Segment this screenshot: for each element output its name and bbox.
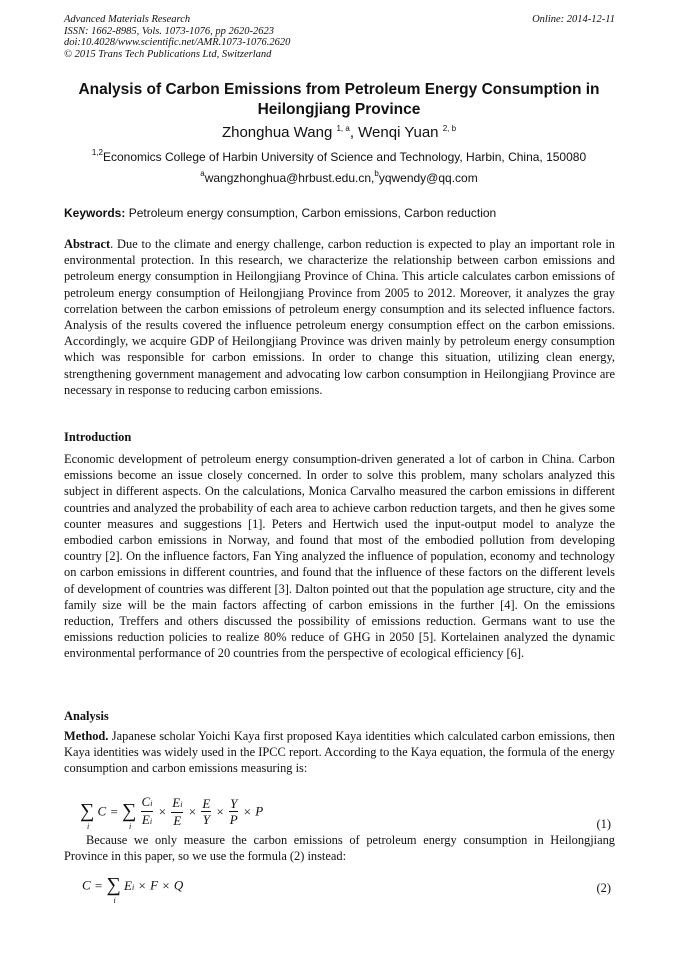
eq1-p: P bbox=[255, 803, 264, 819]
eq2-e: E bbox=[124, 877, 132, 893]
times-symbol: × bbox=[243, 803, 251, 819]
keywords bbox=[64, 206, 615, 220]
eq2-equals: = bbox=[94, 877, 103, 893]
fraction-y-p: $\frac{Y}{P}$ bbox=[229, 796, 238, 827]
analysis-heading: Analysis bbox=[64, 709, 109, 723]
author-1: Zhonghua Wang bbox=[221, 124, 333, 141]
author-line bbox=[40, 124, 638, 141]
journal-header bbox=[64, 14, 615, 60]
abstract-text: . Due to the climate and energy challenge, carbon reduction is expected to play an important role in environmental protection. In this research, we characterize the relationship between carbon emissions and petroleum energy consumption in Heilongjiang Province of China. This article calculates carbon emissions of petroleum energy consumption of Heilongjiang Province from 2005 to 2012. Moreover, it analyzes the gray correlation between the carbon emissions of petroleum energy consumption and its selected influence factors. Analysis of the results covered the influence petroleum energy consumption effect on the carbon emissions. Accordingly, we acquire GDP of Heilongjiang Province was driven mainly by petroleum energy consumption which was responsible for carbon emissions. In order to change this situation, utilizing clean energy, strengthening government management and advocating low carbon consumption in Heilongjiang Province are necessary in response to reducing carbon emissions. bbox=[64, 237, 615, 397]
keywords-text: Petroleum energy consumption, Carbon emissions, Carbon reduction bbox=[125, 206, 497, 220]
eq1-equals: = bbox=[110, 803, 118, 819]
email-b-superscript: b bbox=[374, 169, 379, 178]
times-symbol: × bbox=[162, 877, 170, 893]
method-paragraph bbox=[64, 728, 615, 777]
email-a-superscript: a bbox=[200, 169, 205, 178]
abstract-paragraph bbox=[64, 236, 615, 398]
journal-name: Advanced Materials Research bbox=[64, 14, 191, 25]
eq2-f: F bbox=[150, 877, 159, 893]
email-b: yqwendy@qq.com bbox=[378, 171, 478, 185]
sum-symbol: ∑ i bbox=[80, 800, 95, 831]
sum-symbol: ∑ i bbox=[122, 800, 137, 831]
formula-2-intro-paragraph: Because we only measure the carbon emissions of petroleum energy consumption in Heilongjiang Province in this paper, so we use the formula (2) instead: bbox=[64, 833, 615, 864]
equation-2-number: (2) bbox=[596, 881, 611, 895]
fraction-e-y: $\frac{E}{Y}$ bbox=[202, 796, 211, 827]
equation-2: C = ∑ i Ei × F × Q bbox=[82, 874, 184, 905]
eq2-q: Q bbox=[173, 877, 184, 893]
online-date: Online: 2014-12-11 bbox=[532, 14, 615, 25]
eq1-lhs: C bbox=[97, 803, 107, 819]
issn-line: ISSN: 1662-8985, Vols. 1073-1076, pp 2620-2623 bbox=[64, 25, 274, 37]
method-label: Method. bbox=[64, 729, 109, 743]
introduction-heading: Introduction bbox=[64, 430, 132, 444]
times-symbol: × bbox=[188, 803, 197, 819]
author-2: Wenqi Yuan bbox=[358, 124, 439, 141]
equation-1-number: (1) bbox=[596, 817, 611, 831]
email-line bbox=[40, 171, 638, 185]
method-text: Japanese scholar Yoichi Kaya first proposed Kaya identities which calculated carbon emissions, then Kaya identities was widely used in the IPCC report. According to the Kaya equation, the formula of the energy consumption and carbon emissions measuring is: bbox=[64, 729, 615, 776]
author-1-superscript: 1, a bbox=[336, 124, 350, 133]
copyright-line: © 2015 Trans Tech Publications Ltd, Switzerland bbox=[64, 48, 272, 60]
affiliation-text: Economics College of Harbin University of Science and Technology, Harbin, China, 150080 bbox=[102, 150, 587, 164]
abstract-label: Abstract bbox=[64, 237, 111, 251]
sum-symbol: ∑ i bbox=[106, 874, 121, 905]
fraction-ei-e: $\frac{Ei}{E}$ bbox=[172, 795, 183, 828]
fraction-ci-ei: $\frac{Ci}{Ei}$ bbox=[141, 794, 153, 827]
affiliation bbox=[40, 150, 638, 164]
email-a: wangzhonghua@hrbust.edu.cn, bbox=[204, 171, 375, 185]
times-symbol: × bbox=[138, 877, 146, 893]
eq2-lhs: C bbox=[82, 877, 91, 893]
author-separator: , bbox=[349, 124, 359, 141]
doi-line: doi:10.4028/www.scientific.net/AMR.1073-1076.2620 bbox=[64, 37, 291, 48]
equation-1 bbox=[80, 794, 263, 829]
keywords-label: Keywords: bbox=[64, 206, 126, 220]
times-symbol: × bbox=[158, 803, 167, 819]
times-symbol: × bbox=[216, 803, 224, 819]
affiliation-superscript: 1,2 bbox=[91, 148, 103, 157]
paper-title: Analysis of Carbon Emissions from Petroleum Energy Consumption in Heilongjiang Province bbox=[78, 81, 600, 118]
author-2-superscript: 2, b bbox=[442, 124, 457, 133]
introduction-paragraph: Economic development of petroleum energy consumption-driven generated a lot of carbon in China. Carbon emissions become an issue closely concerned. In order to solve this problem, many scholars analyzed this subject in different aspects. On the calculations, Monica Carvalho measured the carbon emissions in different countries and analyzed the probability of each area to achieve carbon reduction targets, and then he gives some counter measures and suggestions [1]. Peters and Hertwich used the input-output model to analyze the embodied carbon emissions in Norway, and found that most of the embodied pollution from developing country [2]. On the influence factors, Fan Ying analyzed the influence of population, economy and technology on carbon emissions in different countries, and found that the influence of these factors on the different levels of development of countries was different [3]. Dalton pointed out that the population age structure, city and the family size will be the main factors affecting of carbon emissions in the further [4]. On the emissions reduction, Treffers and others discussed the possibility of emissions reduction. Germans want to use the emissions reduction policies to realize 80% reduce of GHG in 2050 [5]. Kortelainen analyzed the dynamic environmental performance of 20 countries from the perspective of ecological efficiency [6]. bbox=[64, 452, 615, 661]
